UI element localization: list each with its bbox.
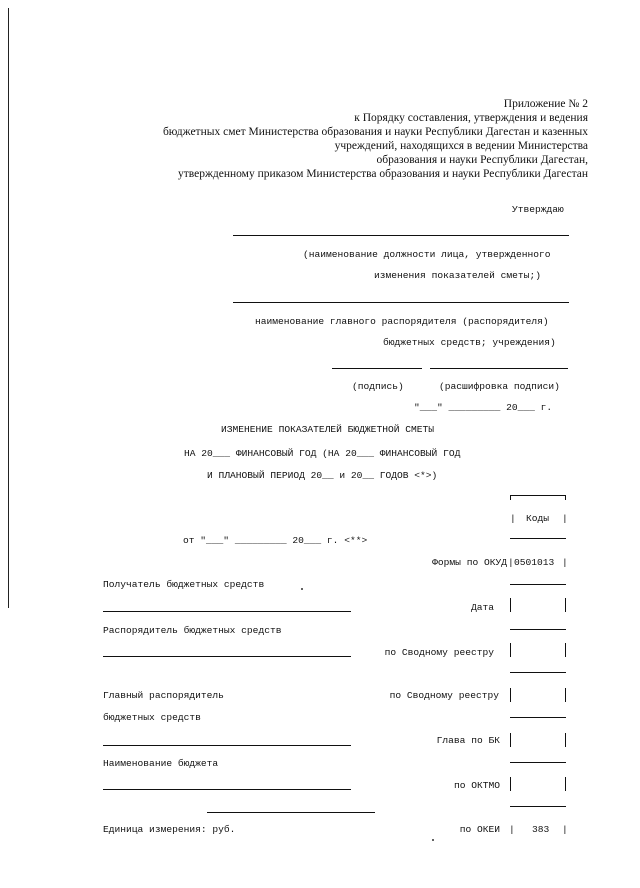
registry-label: по Сводному реестру bbox=[389, 690, 499, 701]
document-subtitle: И ПЛАНОВЫЙ ПЕРИОД 20__ и 20__ ГОДОВ <*>) bbox=[207, 470, 438, 481]
codes-border bbox=[510, 777, 511, 791]
codes-border bbox=[565, 598, 566, 612]
codes-row-line bbox=[510, 717, 566, 718]
codes-row-line bbox=[510, 538, 566, 539]
main-manager-label: Главный распорядитель bbox=[103, 690, 224, 701]
scan-speck bbox=[432, 839, 434, 841]
main-manager-label: бюджетных средств bbox=[103, 712, 201, 723]
codes-border bbox=[565, 777, 566, 791]
codes-border bbox=[510, 688, 511, 702]
oktmo-label: по ОКТМО bbox=[453, 780, 500, 791]
codes-border bbox=[565, 688, 566, 702]
codes-bar-right: | bbox=[562, 824, 568, 835]
manager-label: Распорядитель бюджетных средств bbox=[103, 625, 282, 636]
okud-value: 0501013 bbox=[514, 557, 555, 568]
budget-extra-line bbox=[207, 812, 375, 813]
chapter-label: Глава по БК bbox=[436, 735, 500, 746]
left-margin-line bbox=[8, 8, 9, 608]
org-line bbox=[233, 302, 569, 303]
signature-line bbox=[332, 368, 422, 369]
codes-bar-left: | bbox=[510, 513, 516, 524]
date-from: от "___" _________ 20___ г. <**> bbox=[183, 535, 368, 546]
codes-row-line bbox=[510, 672, 566, 673]
annex-line: учреждений, находящихся в ведении Министерства bbox=[334, 140, 588, 152]
annex-block bbox=[163, 97, 588, 181]
codes-border bbox=[565, 643, 566, 657]
codes-bar-right: | bbox=[562, 557, 568, 568]
org-caption: бюджетных средств; учреждения) bbox=[383, 337, 556, 348]
annex-line: бюджетных смет Министерства образования и науки Республики Дагестан и казенных bbox=[162, 126, 588, 138]
codes-row-line bbox=[510, 806, 566, 807]
codes-top-border bbox=[510, 495, 566, 496]
okei-label: по ОКЕИ bbox=[459, 824, 500, 835]
signature-caption: (подпись) bbox=[352, 381, 404, 392]
position-caption: изменения показателей сметы;) bbox=[374, 270, 541, 281]
annex-line: образования и науки Республики Дагестан, bbox=[376, 154, 588, 166]
position-caption: (наименование должности лица, утвержденного bbox=[303, 249, 551, 260]
codes-bar-left: | bbox=[509, 824, 515, 835]
annex-line: к Порядку составления, утверждения и ведения bbox=[354, 112, 588, 124]
codes-border bbox=[565, 495, 566, 500]
codes-border bbox=[510, 643, 511, 657]
decoding-line bbox=[430, 368, 568, 369]
codes-border bbox=[565, 733, 566, 747]
codes-row-line bbox=[510, 762, 566, 763]
codes-header: Коды bbox=[526, 513, 550, 524]
annex-title: Приложение № 2 bbox=[503, 98, 588, 110]
unit-label: Единица измерения: руб. bbox=[103, 824, 236, 835]
approval-date: "___" _________ 20___ г. bbox=[414, 402, 553, 413]
codes-row-line bbox=[510, 629, 566, 630]
registry-label: по Сводному реестру bbox=[384, 647, 494, 658]
codes-row-line bbox=[510, 584, 566, 585]
decoding-caption: (расшифровка подписи) bbox=[439, 381, 560, 392]
date-label: Дата bbox=[470, 602, 494, 613]
budget-field-line bbox=[103, 789, 351, 790]
okei-value: 383 bbox=[532, 824, 550, 835]
approve-label: Утверждаю bbox=[512, 204, 564, 215]
codes-bar-right: | bbox=[562, 513, 568, 524]
okud-label: Формы по ОКУД bbox=[432, 557, 507, 568]
codes-border bbox=[510, 495, 511, 500]
annex-line: утвержденному приказом Министерства образования и науки Республики Дагестан bbox=[177, 168, 588, 180]
budget-name-label: Наименование бюджета bbox=[103, 758, 219, 769]
codes-border bbox=[510, 733, 511, 747]
document-subtitle: НА 20___ ФИНАНСОВЫЙ ГОД (НА 20___ ФИНАНСОВЫЙ ГОД bbox=[184, 448, 461, 459]
recipient-field-line bbox=[103, 611, 351, 612]
main-manager-field-line bbox=[103, 745, 351, 746]
codes-border bbox=[510, 598, 511, 612]
org-caption: наименование главного распорядителя (распорядителя) bbox=[255, 316, 549, 327]
position-line bbox=[233, 235, 569, 236]
codes-bar-left: | bbox=[508, 557, 514, 568]
recipient-label: Получатель бюджетных средств bbox=[103, 579, 265, 590]
manager-field-line bbox=[103, 656, 351, 657]
document-title: ИЗМЕНЕНИЕ ПОКАЗАТЕЛЕЙ БЮДЖЕТНОЙ СМЕТЫ bbox=[221, 424, 435, 435]
scan-speck bbox=[301, 588, 303, 590]
